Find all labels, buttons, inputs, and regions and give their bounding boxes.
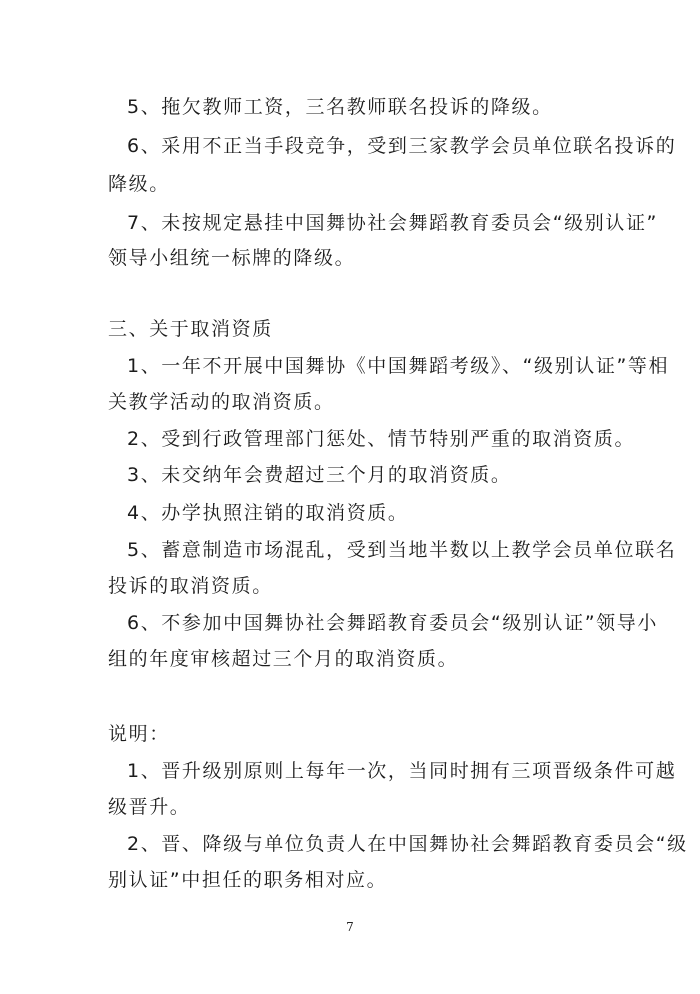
item-number: 4、	[127, 502, 162, 524]
item-text: 领导小组统一标牌的降级。	[108, 247, 356, 269]
section3-item-2	[127, 427, 635, 451]
item-text: 未交纳年会费超过三个月的取消资质。	[161, 464, 512, 486]
item-text: 拖欠教师工资，三名教师联名投诉的降级。	[161, 96, 553, 118]
item-number: 6、	[127, 135, 162, 157]
section3-item-5-line-2	[108, 574, 273, 598]
item-number: 1、	[127, 355, 162, 377]
item-text: 降级。	[108, 173, 170, 195]
item-text: 晋、降级与单位负责人在中国舞协社会舞蹈教育委员会“级	[161, 833, 688, 855]
section2-item-7-line-1	[127, 211, 658, 235]
item-number: 2、	[127, 428, 162, 450]
item-text: 未按规定悬挂中国舞协社会舞蹈教育委员会“级别认证”	[161, 212, 658, 234]
item-number: 1、	[127, 760, 162, 782]
item-number: 3、	[127, 464, 162, 486]
section3-item-1-line-2	[108, 390, 335, 414]
notes-item-1-line-1	[127, 759, 676, 783]
page-number: 7	[346, 920, 354, 934]
section3-item-5-line-1	[127, 538, 676, 562]
section2-item-6-line-2	[108, 172, 170, 196]
section3-item-4	[127, 501, 409, 525]
item-text: 受到行政管理部门惩处、情节特别严重的取消资质。	[161, 428, 636, 450]
item-text: 晋升级别原则上每年一次，当同时拥有三项晋级条件可越	[161, 760, 677, 782]
item-text: 一年不开展中国舞协《中国舞蹈考级》、“级别认证”等相	[161, 355, 670, 377]
section3-item-6-line-2	[108, 647, 458, 671]
item-text: 级晋升。	[108, 796, 191, 818]
item-text: 别认证”中担任的职务相对应。	[108, 869, 388, 891]
item-text: 组的年度审核超过三个月的取消资质。	[108, 648, 459, 670]
item-text: 办学执照注销的取消资质。	[161, 502, 409, 524]
section2-item-6-line-1	[127, 134, 676, 158]
notes-item-2-line-2	[108, 868, 387, 892]
section3-item-6-line-1	[127, 611, 658, 635]
item-number: 2、	[127, 833, 162, 855]
item-number: 5、	[127, 96, 162, 118]
notes-item-2-line-1	[127, 832, 688, 856]
item-number: 5、	[127, 539, 162, 561]
item-text: 采用不正当手段竞争，受到三家教学会员单位联名投诉的	[161, 135, 677, 157]
section3-item-1-line-1	[127, 354, 669, 378]
section3-heading: 三、关于取消资质	[108, 318, 273, 340]
item-text: 投诉的取消资质。	[108, 575, 273, 597]
item-text: 关教学活动的取消资质。	[108, 391, 335, 413]
section2-item-5-line-1	[127, 95, 553, 119]
item-text: 蓄意制造市场混乱，受到当地半数以上教学会员单位联名	[161, 539, 677, 561]
item-number: 6、	[127, 612, 162, 634]
section2-item-7-line-2	[108, 246, 355, 270]
notes-heading: 说明：	[108, 723, 170, 745]
section3-item-3	[127, 463, 512, 487]
item-text: 不参加中国舞协社会舞蹈教育委员会“级别认证”领导小	[161, 612, 658, 634]
item-number: 7、	[127, 212, 162, 234]
notes-item-1-line-2	[108, 795, 190, 819]
